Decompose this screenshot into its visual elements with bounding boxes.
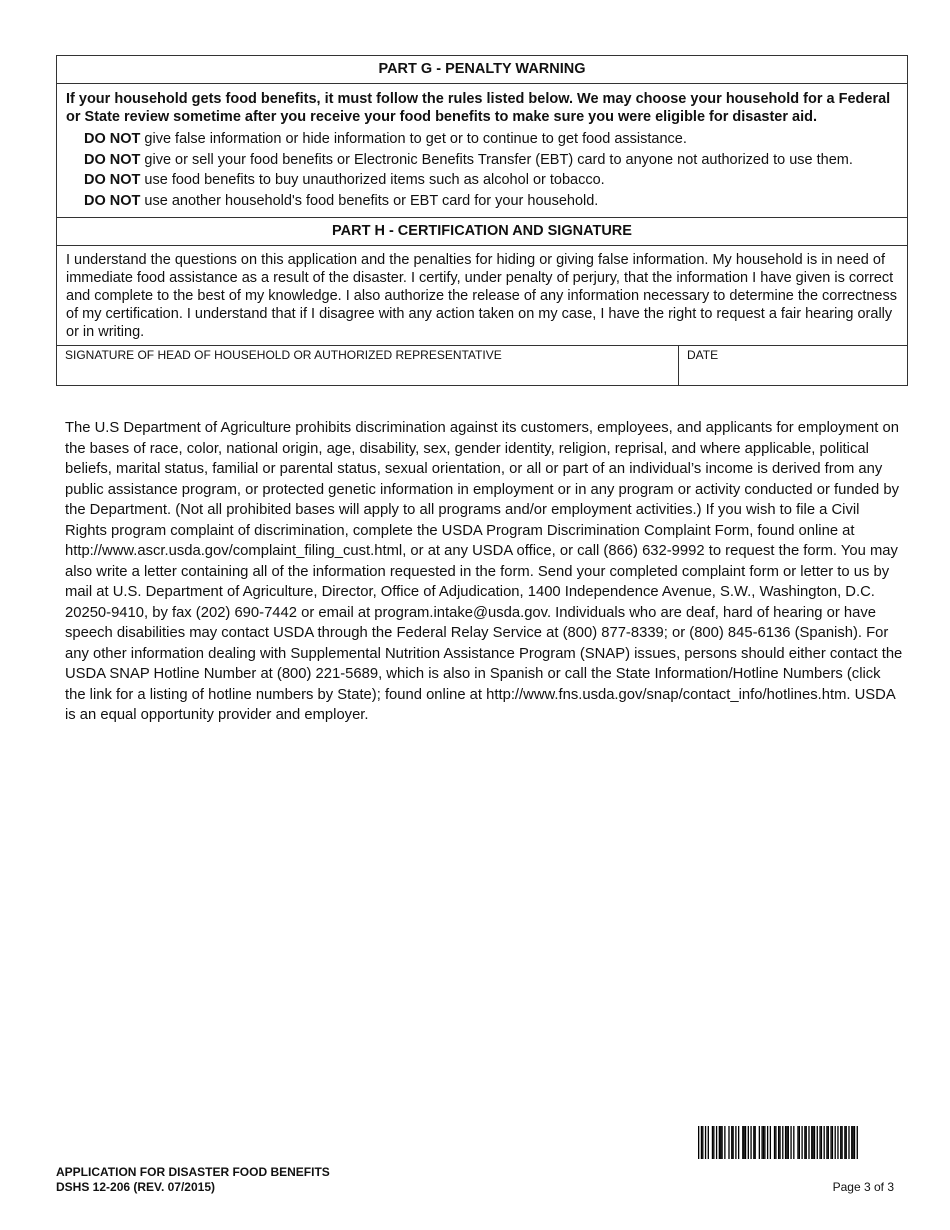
barcode-bar xyxy=(721,1126,722,1159)
barcode-bar xyxy=(852,1126,853,1159)
barcode-bar xyxy=(812,1126,813,1159)
barcode-bar xyxy=(719,1126,720,1159)
barcode-bar xyxy=(702,1126,703,1159)
barcode-bar xyxy=(732,1126,733,1159)
barcode-bar xyxy=(808,1126,809,1159)
barcode-bar xyxy=(793,1126,794,1159)
barcode-bar xyxy=(826,1126,827,1159)
barcode-bar xyxy=(817,1126,818,1159)
barcode-bar xyxy=(788,1126,789,1159)
barcode-bar xyxy=(755,1126,756,1159)
barcode-bar xyxy=(785,1126,786,1159)
barcode-bar xyxy=(846,1126,847,1159)
barcode-bar xyxy=(716,1126,717,1159)
barcode-bar xyxy=(735,1126,736,1159)
barcode-bar xyxy=(830,1126,831,1159)
penalty-certification-form xyxy=(56,55,908,386)
barcode-bar xyxy=(720,1126,721,1159)
penalty-intro: If your household gets food benefits, it must follow the rules listed below. We may choose your household for a Federal or State review sometime after you receive your food benefits to make sure you were eligible for disaster aid. xyxy=(66,91,891,125)
barcode-bar xyxy=(728,1126,729,1159)
penalty-warning-body xyxy=(57,84,907,217)
form-number: DSHS 12-206 (REV. 07/2015) xyxy=(56,1180,215,1194)
barcode-bar xyxy=(724,1126,725,1159)
penalty-rule: DO NOT use another household's food benefits or EBT card for your household. xyxy=(84,192,599,209)
barcode-bar xyxy=(738,1126,739,1159)
penalty-rule: DO NOT give or sell your food benefits or Electronic Benefits Transfer (EBT) card to anyone not authorized to use them. xyxy=(84,151,853,168)
barcode-bar xyxy=(851,1126,852,1159)
signature-label: SIGNATURE OF HEAD OF HOUSEHOLD OR AUTHORIZED REPRESENTATIVE xyxy=(65,348,502,362)
barcode-bar xyxy=(840,1126,841,1159)
penalty-rule: DO NOT give false information or hide information to get or to continue to get food assistance. xyxy=(84,131,687,147)
barcode-bar xyxy=(708,1126,709,1159)
barcode-bar xyxy=(748,1126,749,1159)
page-number: Page 3 of 3 xyxy=(832,1180,894,1194)
barcode-bar xyxy=(804,1126,805,1159)
part-g-title: PART G - PENALTY WARNING xyxy=(57,56,907,84)
form-footer xyxy=(56,1165,330,1195)
signature-field[interactable] xyxy=(57,346,679,385)
barcode-bar xyxy=(819,1126,820,1159)
barcode-bar xyxy=(848,1126,849,1159)
barcode-bar xyxy=(782,1126,783,1159)
barcode-bar xyxy=(837,1126,838,1159)
barcode-bar xyxy=(779,1126,780,1159)
barcode-bar xyxy=(705,1126,706,1159)
barcode-bar xyxy=(821,1126,822,1159)
barcode-bar xyxy=(801,1126,802,1159)
barcode-bar xyxy=(698,1126,699,1159)
barcode-bar xyxy=(745,1126,746,1159)
barcode-bar xyxy=(701,1126,702,1159)
barcode-bar xyxy=(731,1126,732,1159)
barcode-bar xyxy=(811,1126,812,1159)
barcode-bar xyxy=(753,1126,754,1159)
barcode-bar xyxy=(759,1126,760,1159)
barcode-bar xyxy=(774,1126,775,1159)
barcode-bar xyxy=(814,1126,815,1159)
barcode-bar xyxy=(828,1126,829,1159)
barcode-bar xyxy=(778,1126,779,1159)
barcode-bar xyxy=(713,1126,714,1159)
date-label: DATE xyxy=(687,348,719,362)
form-title: APPLICATION FOR DISASTER FOOD BENEFITS xyxy=(56,1165,330,1179)
part-h-title: PART H - CERTIFICATION AND SIGNATURE xyxy=(57,217,907,246)
barcode-bar xyxy=(786,1126,787,1159)
barcode-bar xyxy=(797,1126,798,1159)
date-field[interactable] xyxy=(679,346,907,385)
barcode-bar xyxy=(841,1126,842,1159)
barcode-bar xyxy=(844,1126,845,1159)
barcode-bar xyxy=(750,1126,751,1159)
barcode-image xyxy=(698,1126,858,1159)
barcode-bar xyxy=(763,1126,764,1159)
barcode-bar xyxy=(761,1126,762,1159)
barcode-bar xyxy=(835,1126,836,1159)
barcode-bar xyxy=(806,1126,807,1159)
barcode-bar xyxy=(790,1126,791,1159)
penalty-rule: DO NOT use food benefits to buy unauthorized items such as alcohol or tobacco. xyxy=(84,172,605,188)
nondiscrimination-statement: The U.S Department of Agriculture prohibits discrimination against its customers, employees, and applicants for employment on the bases of race, color, national origin, age, disability, sex, gender identity, religion, reprisal, and where applicable, political beliefs, marital status, familial or parental status, sexual orientation, or all or part of an individual’s income is derived from any public assistance program, or protected genetic information in employment or in any program or activity conducted or funded by the Department. (Not all prohibited bases will apply to all programs and/or employment activities.) If you wish to file a Civil Rights program complaint of discrimination, complete the USDA Program Discrimination Complaint Form, found online at http://www.ascr.usda.gov/complaint_filing_cust.html, or at any USDA office, or call (866) 632-9992 to request the form. You may also write a letter containing all of the information requested in the form. Send your completed complaint form or letter to us by mail at U.S. Department of Agriculture, Director, Office of Adjudication, 1400 Independence Avenue, S.W., Washington, D.C. 20250-9410, by fax (202) 690-7442 or email at program.intake@usda.gov. Individuals who are deaf, hard of hearing or have speech disabilities may contact USDA through the Federal Relay Service at (800) 877-8339; or (800) 845-6136 (Spanish). For any other information dealing with Supplemental Nutrition Assistance Program (SNAP) issues, persons should either contact the USDA SNAP Hotline Number at (800) 221-5689, which is also in Spanish or call the State Information/Hotline Numbers (click the link for a listing of hotline numbers by State); found online at http://www.fns.usda.gov/snap/contact_info/hotlines.htm. USDA is an equal opportunity provider and employer. xyxy=(65,420,903,723)
barcode-bar xyxy=(764,1126,765,1159)
barcode-bar xyxy=(744,1126,745,1159)
barcode-bar xyxy=(767,1126,768,1159)
barcode-bar xyxy=(742,1126,743,1159)
signature-row xyxy=(57,346,907,385)
barcode-bar xyxy=(770,1126,771,1159)
barcode-bar xyxy=(854,1126,855,1159)
barcode-bar xyxy=(824,1126,825,1159)
barcode-bar xyxy=(857,1126,858,1159)
barcode-bar xyxy=(775,1126,776,1159)
barcode-bar xyxy=(712,1126,713,1159)
certification-statement: I understand the questions on this application and the penalties for hiding or giving false information. My household is in need of immediate food assistance as a result of the disaster. I certify, under penalty of perjury, that the information I have given is correct and complete to the best of my knowledge. I also authorize the release of any information necessary to determine the correctness of my certification. I understand that if I disagree with any action taken on my case, I have the right to request a fair hearing orally or in writing. xyxy=(57,246,907,346)
barcode-bar xyxy=(799,1126,800,1159)
barcode-bar xyxy=(832,1126,833,1159)
